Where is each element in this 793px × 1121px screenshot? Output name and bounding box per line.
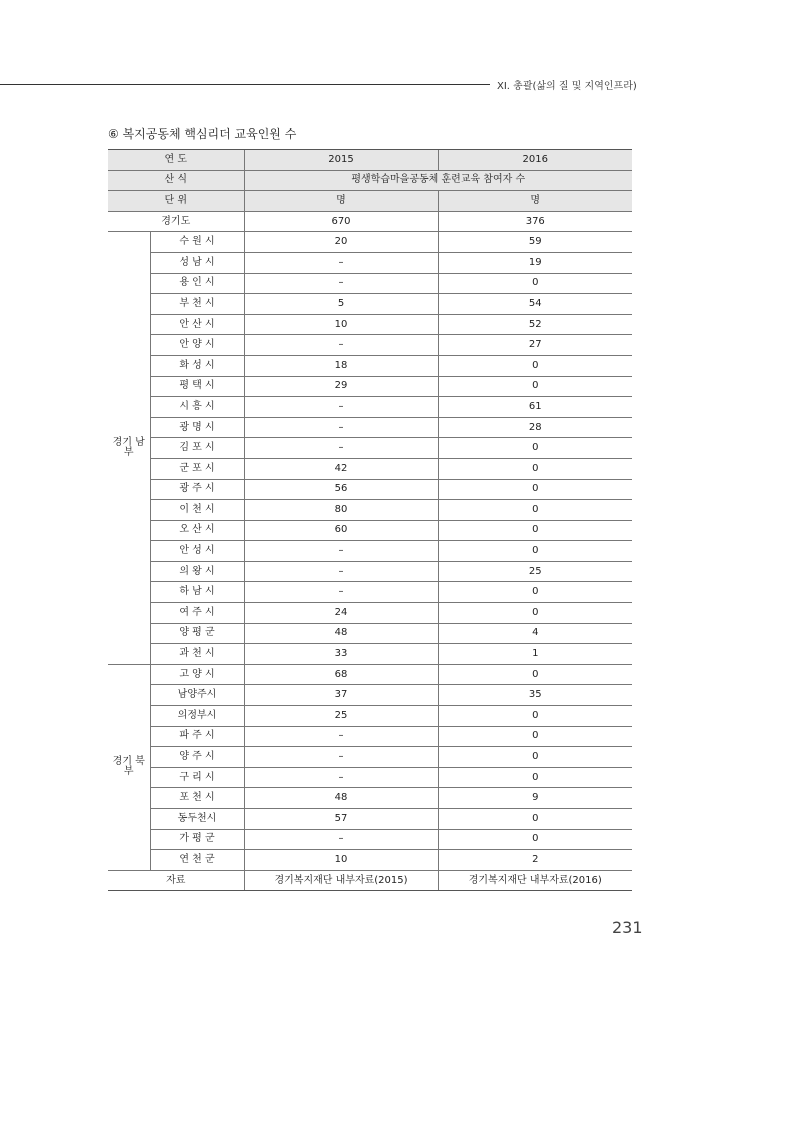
value-2015: – bbox=[244, 582, 438, 603]
year-header-row bbox=[108, 150, 632, 171]
unit-2015: 명 bbox=[244, 191, 438, 212]
table-row bbox=[108, 767, 632, 788]
city-name: 안 성 시 bbox=[150, 541, 244, 562]
table-row bbox=[108, 458, 632, 479]
city-name: 이 천 시 bbox=[150, 500, 244, 521]
value-2016: 0 bbox=[438, 829, 632, 850]
city-name: 안 산 시 bbox=[150, 314, 244, 335]
value-2016: 35 bbox=[438, 685, 632, 706]
province-2016: 376 bbox=[438, 211, 632, 232]
value-2016: 4 bbox=[438, 623, 632, 644]
unit-2016: 명 bbox=[438, 191, 632, 212]
value-2015: 56 bbox=[244, 479, 438, 500]
formula-row bbox=[108, 170, 632, 191]
value-2016: 54 bbox=[438, 294, 632, 315]
table-row bbox=[108, 294, 632, 315]
city-name: 남양주시 bbox=[150, 685, 244, 706]
value-2016: 9 bbox=[438, 788, 632, 809]
city-name: 구 리 시 bbox=[150, 767, 244, 788]
city-name: 수 원 시 bbox=[150, 232, 244, 253]
city-name: 양 평 군 bbox=[150, 623, 244, 644]
table-row bbox=[108, 644, 632, 665]
year-label: 연 도 bbox=[108, 150, 244, 171]
city-name: 오 산 시 bbox=[150, 520, 244, 541]
unit-label: 단 위 bbox=[108, 191, 244, 212]
region-north-label: 경기 북부 bbox=[108, 664, 150, 870]
city-name: 하 남 시 bbox=[150, 582, 244, 603]
value-2015: 10 bbox=[244, 850, 438, 871]
year-2016-header: 2016 bbox=[438, 150, 632, 171]
value-2015: 48 bbox=[244, 788, 438, 809]
source-2016: 경기복지재단 내부자료(2016) bbox=[438, 870, 632, 891]
value-2015: – bbox=[244, 829, 438, 850]
table-row bbox=[108, 520, 632, 541]
value-2016: 2 bbox=[438, 850, 632, 871]
value-2015: – bbox=[244, 747, 438, 768]
city-name: 광 주 시 bbox=[150, 479, 244, 500]
value-2016: 0 bbox=[438, 582, 632, 603]
value-2016: 0 bbox=[438, 479, 632, 500]
table-row bbox=[108, 232, 632, 253]
source-row bbox=[108, 870, 632, 891]
table-row bbox=[108, 685, 632, 706]
table-row bbox=[108, 603, 632, 624]
value-2015: 24 bbox=[244, 603, 438, 624]
table-row bbox=[108, 314, 632, 335]
value-2016: 0 bbox=[438, 355, 632, 376]
value-2016: 52 bbox=[438, 314, 632, 335]
value-2016: 0 bbox=[438, 438, 632, 459]
unit-row bbox=[108, 191, 632, 212]
table-row bbox=[108, 335, 632, 356]
city-name: 가 평 군 bbox=[150, 829, 244, 850]
formula-label: 산 식 bbox=[108, 170, 244, 191]
table-row bbox=[108, 252, 632, 273]
table-row bbox=[108, 273, 632, 294]
value-2015: – bbox=[244, 767, 438, 788]
value-2016: 61 bbox=[438, 397, 632, 418]
source-label: 자료 bbox=[108, 870, 244, 891]
value-2015: 80 bbox=[244, 500, 438, 521]
table-row bbox=[108, 829, 632, 850]
table-row bbox=[108, 582, 632, 603]
value-2016: 25 bbox=[438, 561, 632, 582]
city-name: 광 명 시 bbox=[150, 417, 244, 438]
city-name: 김 포 시 bbox=[150, 438, 244, 459]
value-2016: 27 bbox=[438, 335, 632, 356]
value-2016: 19 bbox=[438, 252, 632, 273]
formula-value: 평생학습마을공동체 훈련교육 참여자 수 bbox=[244, 170, 632, 191]
value-2015: 18 bbox=[244, 355, 438, 376]
value-2016: 0 bbox=[438, 541, 632, 562]
value-2016: 0 bbox=[438, 520, 632, 541]
city-name: 시 흥 시 bbox=[150, 397, 244, 418]
running-header: XI. 총괄(삶의 질 및 지역인프라) bbox=[497, 81, 637, 92]
city-name: 고 양 시 bbox=[150, 664, 244, 685]
value-2015: 60 bbox=[244, 520, 438, 541]
value-2015: 29 bbox=[244, 376, 438, 397]
value-2016: 1 bbox=[438, 644, 632, 665]
table-row bbox=[108, 500, 632, 521]
year-2015-header: 2015 bbox=[244, 150, 438, 171]
table-row bbox=[108, 561, 632, 582]
value-2015: 37 bbox=[244, 685, 438, 706]
value-2016: 0 bbox=[438, 376, 632, 397]
city-name: 양 주 시 bbox=[150, 747, 244, 768]
table-row bbox=[108, 438, 632, 459]
source-2015: 경기복지재단 내부자료(2015) bbox=[244, 870, 438, 891]
table-row bbox=[108, 726, 632, 747]
value-2015: 10 bbox=[244, 314, 438, 335]
value-2015: – bbox=[244, 541, 438, 562]
value-2015: – bbox=[244, 397, 438, 418]
table-row bbox=[108, 706, 632, 727]
city-name: 과 천 시 bbox=[150, 644, 244, 665]
table-row bbox=[108, 397, 632, 418]
value-2015: 42 bbox=[244, 458, 438, 479]
table-row bbox=[108, 788, 632, 809]
region-south-label: 경기 남부 bbox=[108, 232, 150, 664]
value-2016: 0 bbox=[438, 500, 632, 521]
value-2016: 0 bbox=[438, 726, 632, 747]
city-name: 군 포 시 bbox=[150, 458, 244, 479]
table-row bbox=[108, 850, 632, 871]
city-name: 의정부시 bbox=[150, 706, 244, 727]
value-2016: 0 bbox=[438, 603, 632, 624]
value-2016: 0 bbox=[438, 706, 632, 727]
city-name: 의 왕 시 bbox=[150, 561, 244, 582]
value-2016: 0 bbox=[438, 747, 632, 768]
value-2015: – bbox=[244, 252, 438, 273]
value-2015: 57 bbox=[244, 809, 438, 830]
table-row bbox=[108, 355, 632, 376]
section-title: ⑥ 복지공동체 핵심리더 교육인원 수 bbox=[108, 127, 297, 141]
city-name: 파 주 시 bbox=[150, 726, 244, 747]
table-row bbox=[108, 623, 632, 644]
city-name: 여 주 시 bbox=[150, 603, 244, 624]
value-2016: 59 bbox=[438, 232, 632, 253]
city-name: 포 천 시 bbox=[150, 788, 244, 809]
value-2015: – bbox=[244, 417, 438, 438]
city-name: 연 천 군 bbox=[150, 850, 244, 871]
city-name: 성 남 시 bbox=[150, 252, 244, 273]
value-2015: – bbox=[244, 561, 438, 582]
value-2015: 25 bbox=[244, 706, 438, 727]
page-number: 231 bbox=[612, 918, 643, 937]
value-2016: 28 bbox=[438, 417, 632, 438]
table-row bbox=[108, 479, 632, 500]
header-rule bbox=[0, 84, 490, 85]
value-2015: – bbox=[244, 335, 438, 356]
city-name: 화 성 시 bbox=[150, 355, 244, 376]
value-2015: 48 bbox=[244, 623, 438, 644]
value-2016: 0 bbox=[438, 458, 632, 479]
city-name: 평 택 시 bbox=[150, 376, 244, 397]
province-name: 경기도 bbox=[108, 211, 244, 232]
city-name: 동두천시 bbox=[150, 809, 244, 830]
value-2016: 0 bbox=[438, 273, 632, 294]
table-row bbox=[108, 747, 632, 768]
table-row bbox=[108, 541, 632, 562]
city-name: 용 인 시 bbox=[150, 273, 244, 294]
value-2016: 0 bbox=[438, 664, 632, 685]
value-2015: – bbox=[244, 273, 438, 294]
city-name: 부 천 시 bbox=[150, 294, 244, 315]
value-2015: 68 bbox=[244, 664, 438, 685]
table-row bbox=[108, 809, 632, 830]
value-2015: – bbox=[244, 438, 438, 459]
province-2015: 670 bbox=[244, 211, 438, 232]
value-2015: 5 bbox=[244, 294, 438, 315]
value-2016: 0 bbox=[438, 809, 632, 830]
table-row bbox=[108, 376, 632, 397]
value-2015: 33 bbox=[244, 644, 438, 665]
table-row bbox=[108, 417, 632, 438]
province-row bbox=[108, 211, 632, 232]
value-2015: 20 bbox=[244, 232, 438, 253]
city-name: 안 양 시 bbox=[150, 335, 244, 356]
value-2015: – bbox=[244, 726, 438, 747]
table-row bbox=[108, 664, 632, 685]
data-table bbox=[108, 149, 632, 891]
value-2016: 0 bbox=[438, 767, 632, 788]
